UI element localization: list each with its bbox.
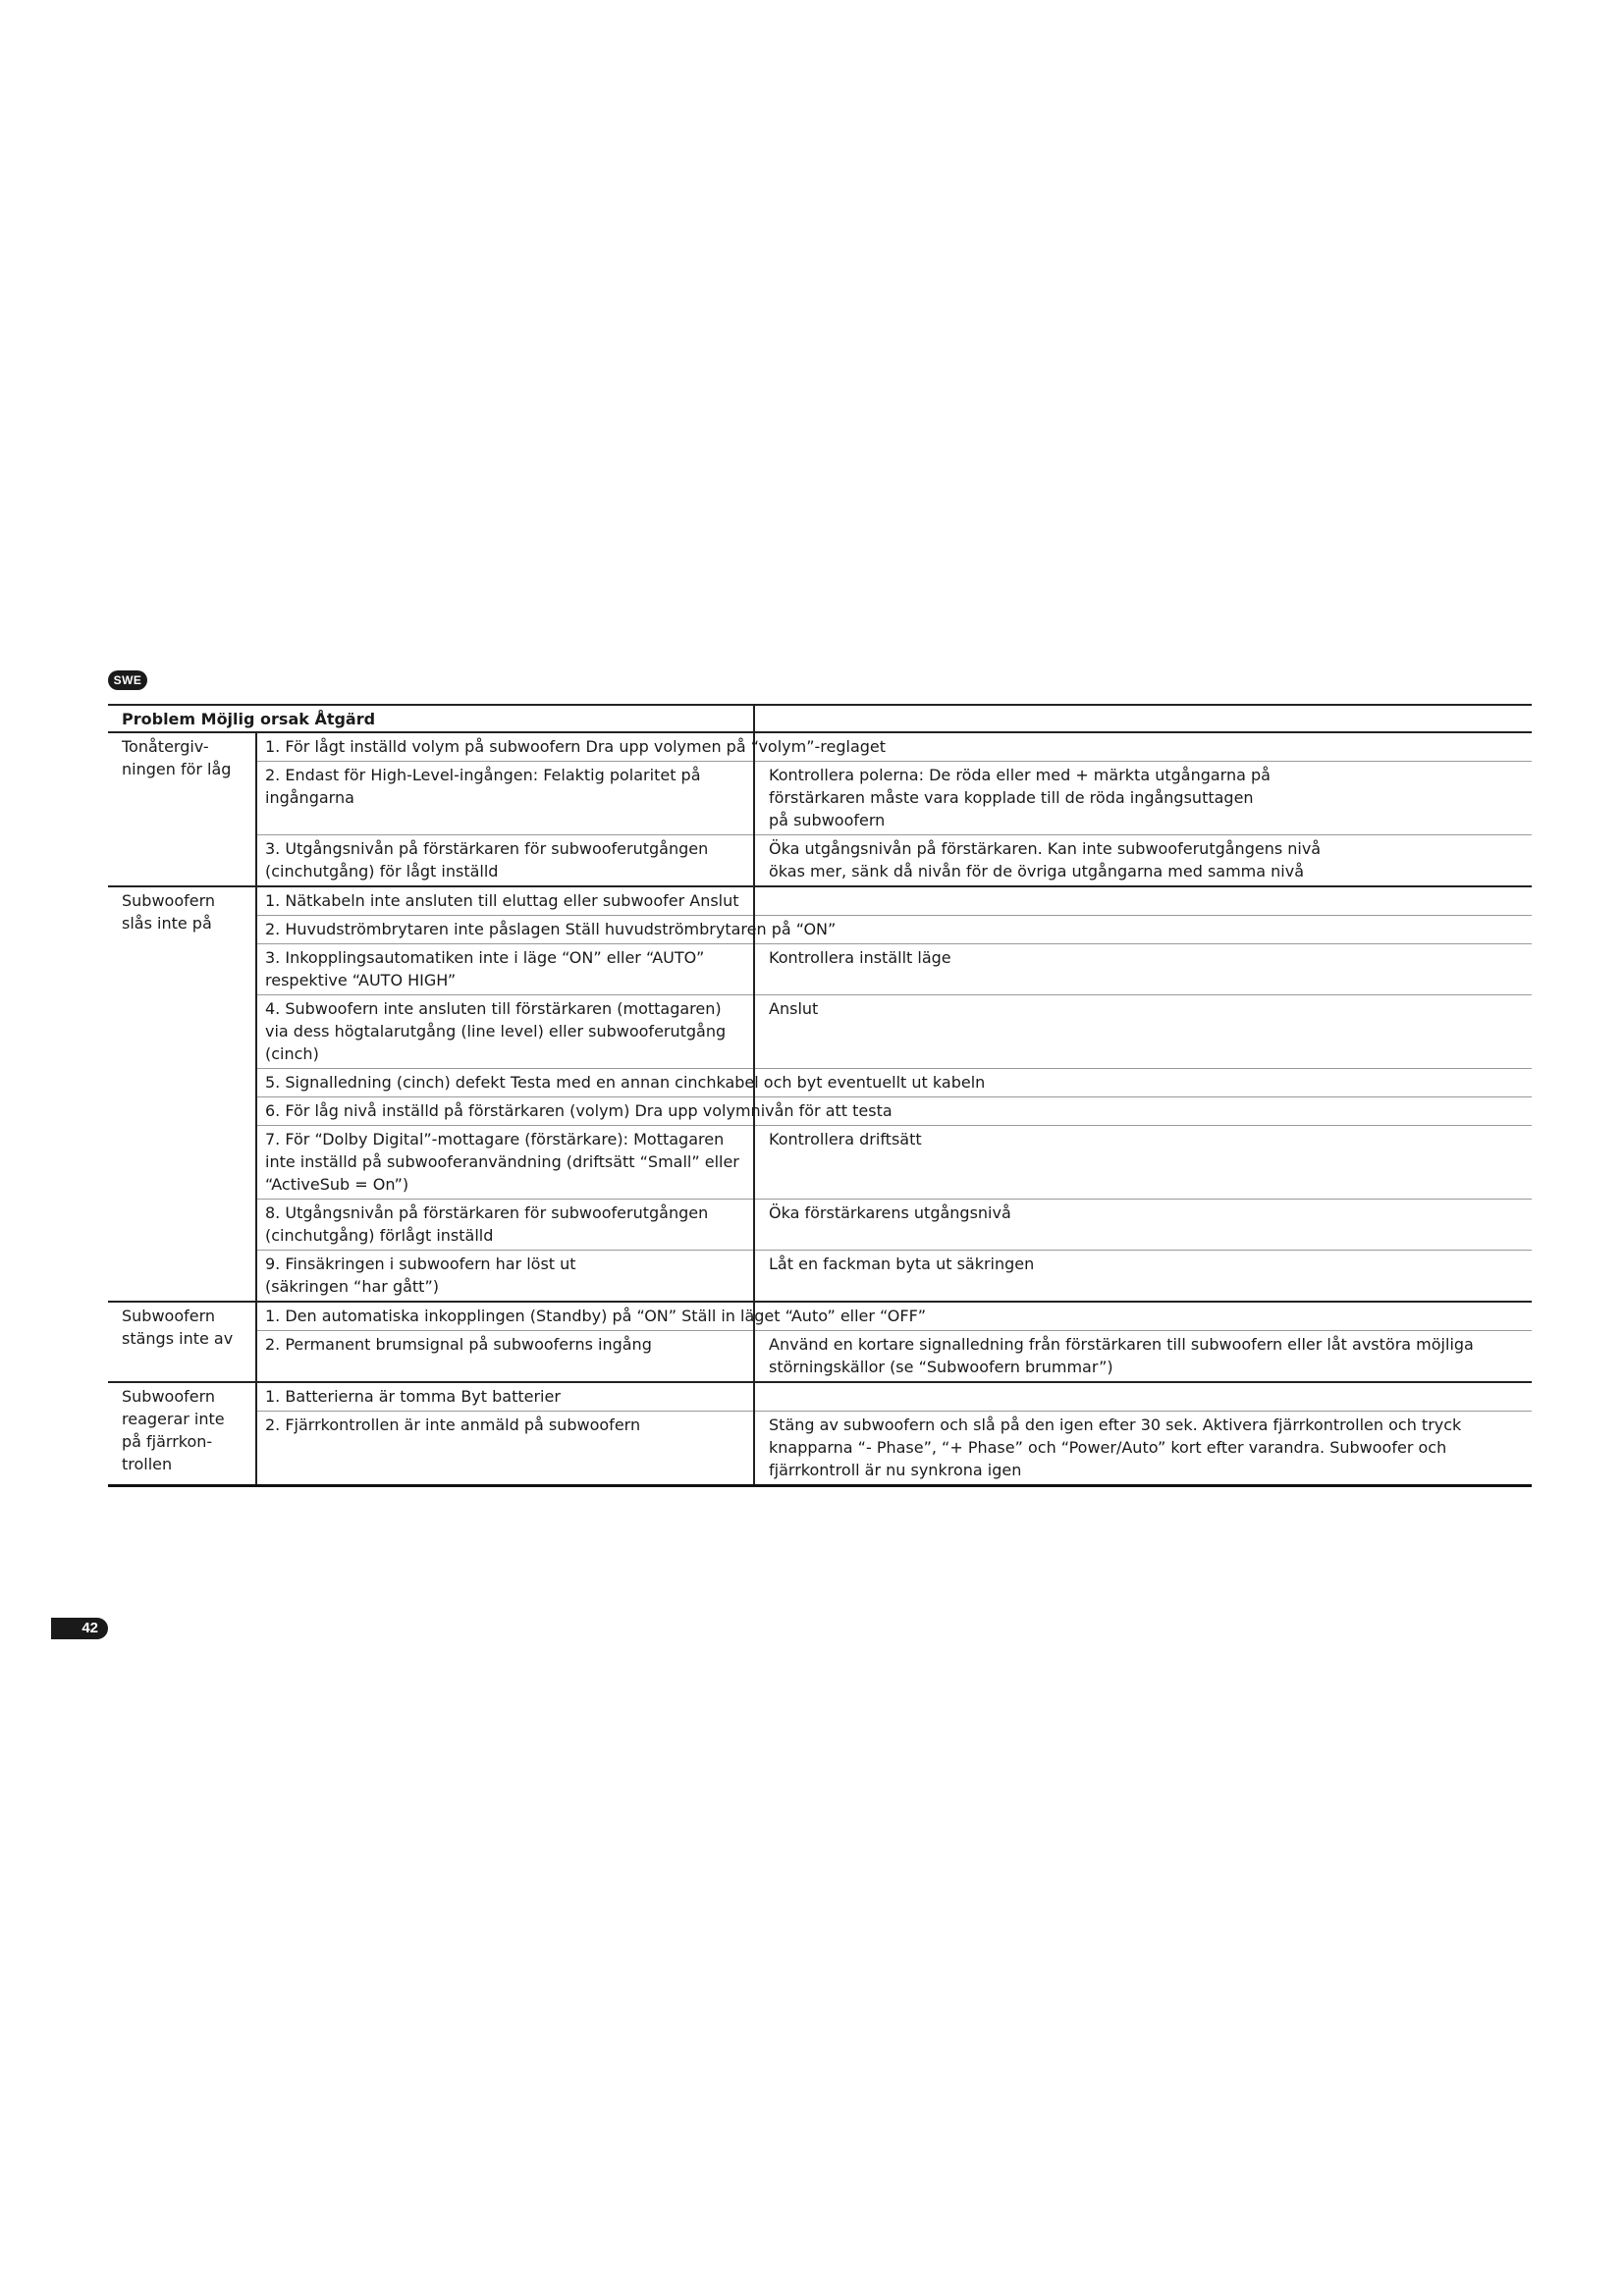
troubleshooting-table — [108, 704, 1532, 1487]
table-row — [108, 1126, 1532, 1200]
action-cell — [754, 886, 1532, 916]
cause-cell: 3. Utgångsnivån på förstärkaren för subwooferutgången (cinchutgång) för lågt inställd — [256, 835, 754, 887]
table-row — [108, 995, 1532, 1069]
table-row — [108, 1097, 1532, 1126]
table-header: Problem Möjlig orsak Åtgärd — [108, 705, 754, 732]
table-row — [108, 1302, 1532, 1331]
cause-cell: 5. Signalledning (cinch) defekt Testa med en annan cinchkabel och byt eventuellt ut kabeln — [256, 1069, 754, 1097]
table-row — [108, 1069, 1532, 1097]
action-cell — [754, 916, 1532, 944]
cause-cell: 7. För “Dolby Digital”-mottagare (förstärkare): Mottagaren inte inställd på subwooferanvändning (driftsätt “Small” eller “ActiveSub = On”) — [256, 1126, 754, 1200]
cause-cell: 2. Endast för High-Level-ingången: Felaktig polaritet på ingångarna — [256, 762, 754, 835]
cause-cell: 2. Huvudströmbrytaren inte påslagen Ställ huvudströmbrytaren på “ON” — [256, 916, 754, 944]
cause-cell: 1. Den automatiska inkopplingen (Standby) på “ON” Ställ in läget “Auto” eller “OFF” — [256, 1302, 754, 1331]
table-row — [108, 762, 1532, 835]
action-cell: Använd en kortare signalledning från förstärkaren till subwoofern eller låt avstöra möjliga störningskällor (se “Subwoofern brummar”) — [754, 1331, 1532, 1383]
table-row — [108, 916, 1532, 944]
table-row — [108, 835, 1532, 887]
table-row — [108, 1412, 1532, 1486]
action-cell: Stäng av subwoofern och slå på den igen efter 30 sek. Aktivera fjärrkontrollen och tryck knapparna “- Phase”, “+ Phase” och “Power/Auto” kort efter varandra. Subwoofer och fjärrkontroll är nu synkrona igen — [754, 1412, 1532, 1486]
cause-cell: 1. Nätkabeln inte ansluten till eluttag eller subwoofer Anslut — [256, 886, 754, 916]
action-cell: Kontrollera driftsätt — [754, 1126, 1532, 1200]
cause-cell: 4. Subwoofern inte ansluten till förstärkaren (mottagaren) via dess högtalarutgång (line level) eller subwooferutgång (cinch) — [256, 995, 754, 1069]
action-cell: Öka förstärkarens utgångsnivå — [754, 1200, 1532, 1251]
table-header-empty — [754, 705, 1532, 732]
problem-cell: Subwoofern slås inte på — [108, 886, 256, 1302]
table-row — [108, 944, 1532, 995]
table-header-row — [108, 705, 1532, 732]
problem-cell: Tonåtergiv- ningen för låg — [108, 732, 256, 886]
action-cell: Kontrollera polerna: De röda eller med + märkta utgångarna på förstärkaren måste vara kopplade till de röda ingångsuttagen på subwoofern — [754, 762, 1532, 835]
troubleshooting-table-container — [108, 704, 1532, 1487]
table-body — [108, 732, 1532, 1486]
cause-cell: 1. Batterierna är tomma Byt batterier — [256, 1382, 754, 1412]
table-row — [108, 1382, 1532, 1412]
cause-cell: 8. Utgångsnivån på förstärkaren för subwooferutgången (cinchutgång) förlågt inställd — [256, 1200, 754, 1251]
cause-cell: 3. Inkopplingsautomatiken inte i läge “ON” eller “AUTO” respektive “AUTO HIGH” — [256, 944, 754, 995]
action-cell — [754, 1382, 1532, 1412]
table-row — [108, 886, 1532, 916]
action-cell: Kontrollera inställt läge — [754, 944, 1532, 995]
cause-cell: 2. Permanent brumsignal på subwooferns ingång — [256, 1331, 754, 1383]
problem-cell: Subwoofern stängs inte av — [108, 1302, 256, 1382]
action-cell: Låt en fackman byta ut säkringen — [754, 1251, 1532, 1303]
cause-cell: 6. För låg nivå inställd på förstärkaren (volym) Dra upp volymnivån för att testa — [256, 1097, 754, 1126]
problem-cell: Subwoofern reagerar inte på fjärrkon- trollen — [108, 1382, 256, 1486]
table-row — [108, 732, 1532, 762]
action-cell: Öka utgångsnivån på förstärkaren. Kan inte subwooferutgångens nivå ökas mer, sänk då nivån för de övriga utgångarna med samma nivå — [754, 835, 1532, 887]
table-row — [108, 1251, 1532, 1303]
action-cell: Anslut — [754, 995, 1532, 1069]
page-number: 42 — [51, 1618, 108, 1639]
language-badge: SWE — [108, 670, 147, 690]
table-row — [108, 1331, 1532, 1383]
cause-cell: 9. Finsäkringen i subwoofern har löst ut (säkringen “har gått”) — [256, 1251, 754, 1303]
cause-cell: 1. För lågt inställd volym på subwoofern Dra upp volymen på “volym”-reglaget — [256, 732, 754, 762]
table-row — [108, 1200, 1532, 1251]
cause-cell: 2. Fjärrkontrollen är inte anmäld på subwoofern — [256, 1412, 754, 1486]
